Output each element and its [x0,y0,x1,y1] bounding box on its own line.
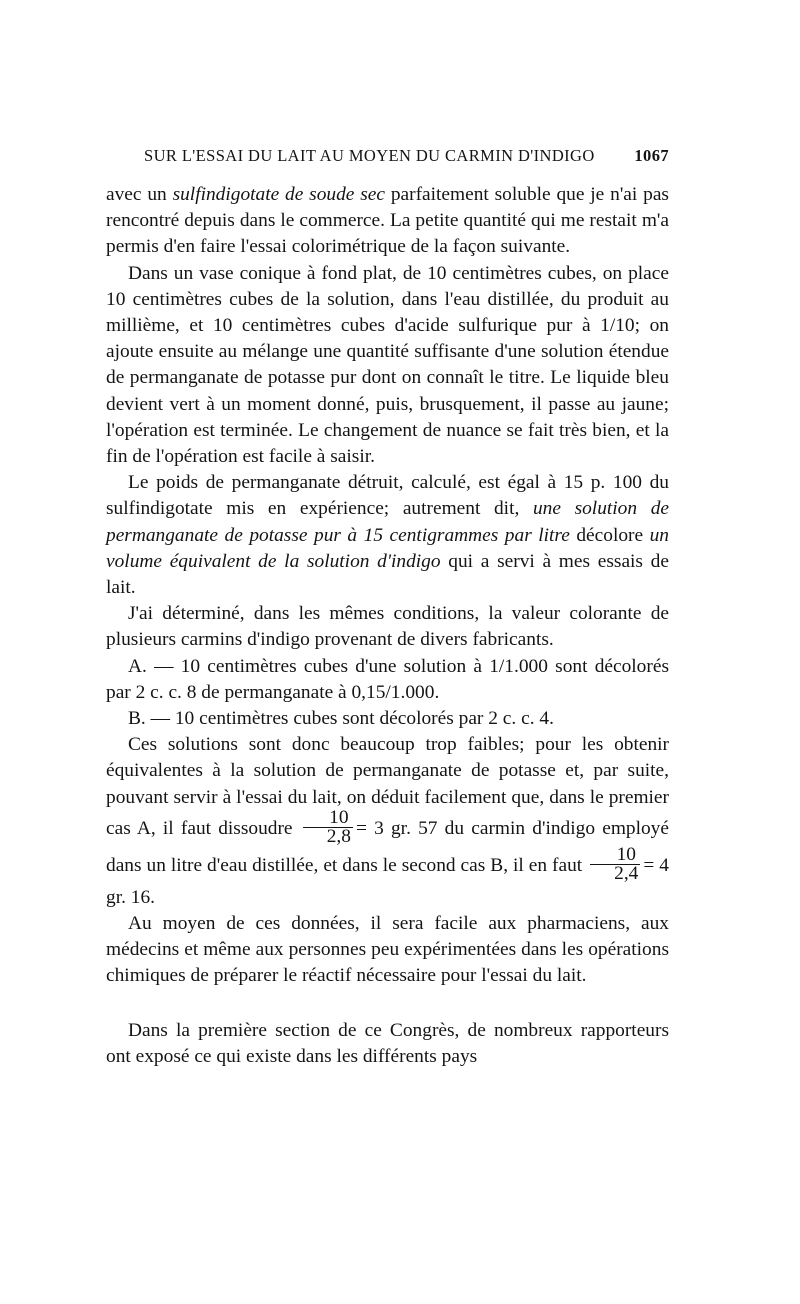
paragraph-3: Le poids de permanganate détruit, calculé, est égal à 15 p. 100 du sulfindigotate mis en expérience; autrement dit, une solution de permanganate de potasse pur à 15 centigrammes par litre décolore un volume équivalent de la solution d'indigo qui a servi à mes essais de lait. [106,472,669,599]
paragraph-2: Dans un vase conique à fond plat, de 10 centimètres cubes, on place 10 centimètres cubes de la solution, dans l'eau distillée, du produit au millième, et 10 centimètres cubes d'acide sulfurique pur à 1/10; on ajoute ensuite au mélange une quantité suffisante d'une solution étendue de permanganate de potasse pur dont on connaît le titre. Le liquide bleu devient vert à un moment donné, puis, brusquement, il passe au jaune; l'opération est terminée. Le changement de nuance se fait très bien, et la fin de l'opération est facile à saisir. [106,262,669,468]
page-number: 1067 [634,146,669,165]
paragraph-next-section: Dans la première section de ce Congrès, de nombreux rapporteurs ont exposé ce qui existe dans les différents pays [106,1019,669,1067]
emphasis-equivalent-volume: un volume équivalent de la solution d'indigo [106,524,669,572]
paragraph-case-a: A. — 10 centimètres cubes d'une solution à 1/1.000 sont décolorés par 2 c. c. 8 de permanganate à 0,15/1.000. [106,655,669,703]
running-title: SUR L'ESSAI DU LAIT AU MOYEN DU CARMIN D'INDIGO [144,146,595,165]
running-header [144,146,669,166]
fraction-denominator: 2,8 [326,825,351,847]
fraction-case-a [303,806,353,847]
section-gap [106,990,669,1018]
body-text [106,182,669,1070]
fraction-numerator: 10 [303,809,353,828]
paragraph-conclusion: Au moyen de ces données, il sera facile aux pharmaciens, aux médecins et même aux personnes peu expérimentées dans les opérations chimiques de préparer le réactif nécessaire pour l'essai du lait. [106,913,669,987]
emphasis-sulfindigotate: sulfindigotate de soude sec [172,184,385,205]
fraction-numerator: 10 [590,846,640,865]
emphasis-permanganate-solution: une solution de permanganate de potasse pur à 15 centigrammes par litre [106,498,669,546]
paragraph-4: J'ai déterminé, dans les mêmes conditions, la valeur colorante de plusieurs carmins d'indigo provenant de divers fabricants. [106,603,669,651]
fraction-denominator: 2,4 [614,862,639,884]
fraction-case-b [590,843,640,884]
paragraph-1: avec un sulfindigotate de soude sec parfaitement soluble que je n'ai pas rencontré depuis dans le commerce. La petite quantité qui me restait m'a permis d'en faire l'essai colorimétrique de la façon suivante. [106,184,669,258]
paragraph-case-b: B. — 10 centimètres cubes sont décolorés par 2 c. c. 4. [128,708,554,730]
paragraph-calculation: Ces solutions sont donc beaucoup trop faibles; pour les obtenir équivalentes à la solution de permanganate de potasse et, par suite, pouvant servir à l'essai du lait, on déduit facilement que, dans le premier cas A, il faut dissoudre $\frac{10}{2,8}$ = 3 gr. 57 du carmin d'indigo employé dans un litre d'eau distillée, et dans le second cas B, il en faut $\frac{10}{2,4}$ = 4 gr. 16. [106,734,669,908]
